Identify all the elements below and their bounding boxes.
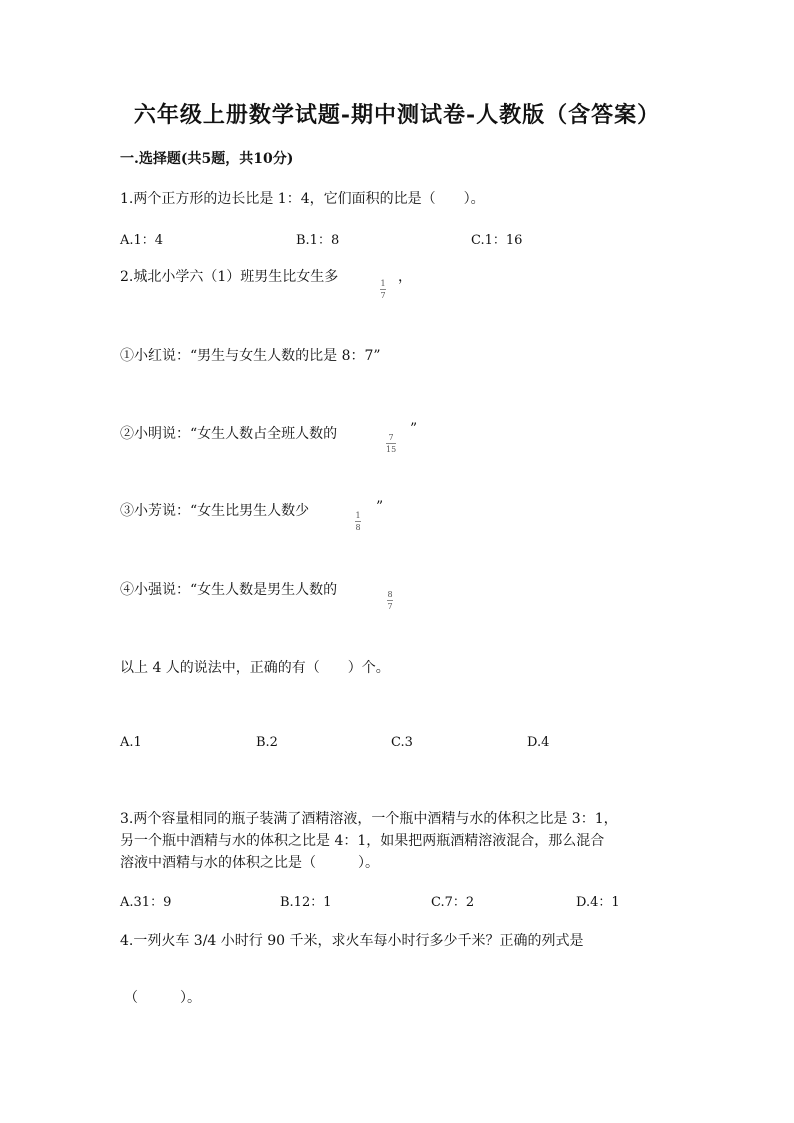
fraction-bar: [355, 521, 361, 522]
fraction-8-7: [387, 590, 393, 611]
question-2-stem-tail: ，: [398, 269, 412, 285]
question-1-option-c: C.1：16: [471, 233, 523, 248]
fraction-denominator: 7: [380, 291, 386, 300]
question-3-option-d: D.4：1: [576, 895, 620, 910]
question-4-stem: 4.一列火车 3/4 小时行 90 千米，求火车每小时行多少千米？正确的列式是: [120, 933, 584, 949]
question-2-option-d: D.4: [527, 735, 550, 750]
fraction-1-7: [380, 279, 386, 300]
fraction-numerator: 7: [388, 433, 394, 442]
fraction-numerator: 1: [380, 279, 386, 288]
statement-xiaoming-close-quote: ”: [410, 421, 418, 437]
question-2-stem-text: 2.城北小学六（1）班男生比女生多: [120, 269, 339, 285]
fraction-numerator: 8: [387, 590, 393, 599]
fraction-denominator: 8: [355, 523, 361, 532]
question-2-option-b: B.2: [256, 735, 278, 750]
question-4-answer-blank: （ ）。: [124, 990, 201, 1006]
question-3-line-1: 3.两个容量相同的瓶子装满了酒精溶液，一个瓶中酒精与水的体积之比是 3：1，: [120, 811, 618, 827]
question-3-line-2: 另一个瓶中酒精与水的体积之比是 4：1，如果把两瓶酒精溶液混合，那么混合: [120, 833, 605, 849]
question-2-option-a: A.1: [120, 735, 142, 750]
fraction-bar: [380, 289, 386, 290]
question-2-stem: [120, 266, 338, 286]
page-title: 六年级上册数学试题-期中测试卷-人教版（含答案）: [133, 102, 661, 128]
fraction-1-8: [355, 511, 361, 532]
question-3-option-c: C.7：2: [431, 895, 475, 910]
question-3-line-3: 溶液中酒精与水的体积之比是（ ）。: [120, 855, 379, 871]
fraction-denominator: 15: [386, 445, 397, 454]
statement-xiaofang: ③小芳说：“女生比男生人数少: [120, 503, 310, 519]
fraction-denominator: 7: [387, 602, 393, 611]
question-3-option-b: B.12：1: [280, 895, 332, 910]
question-3-option-a: A.31：9: [120, 895, 172, 910]
question-2-prompt: 以上 4 人的说法中，正确的有（ ）个。: [120, 660, 390, 676]
fraction-bar: [386, 443, 396, 444]
question-1-stem: 1.两个正方形的边长比是 1：4，它们面积的比是（ ）。: [120, 191, 485, 207]
statement-xiaoming: ②小明说：“女生人数占全班人数的: [120, 426, 338, 442]
section-heading: 一.选择题(共5题，共10分): [120, 151, 294, 167]
fraction-bar: [387, 600, 393, 601]
fraction-numerator: 1: [355, 511, 361, 520]
statement-xiaofang-close-quote: ”: [376, 499, 384, 515]
question-1-option-a: A.1：4: [120, 233, 164, 248]
statement-xiaohong: ①小红说：“男生与女生人数的比是 8：7”: [120, 348, 381, 364]
fraction-7-15: [386, 433, 396, 454]
statement-xiaoqiang: ④小强说：“女生人数是男生人数的: [120, 582, 338, 598]
question-1-option-b: B.1：8: [296, 233, 340, 248]
question-2-option-c: C.3: [391, 735, 413, 750]
